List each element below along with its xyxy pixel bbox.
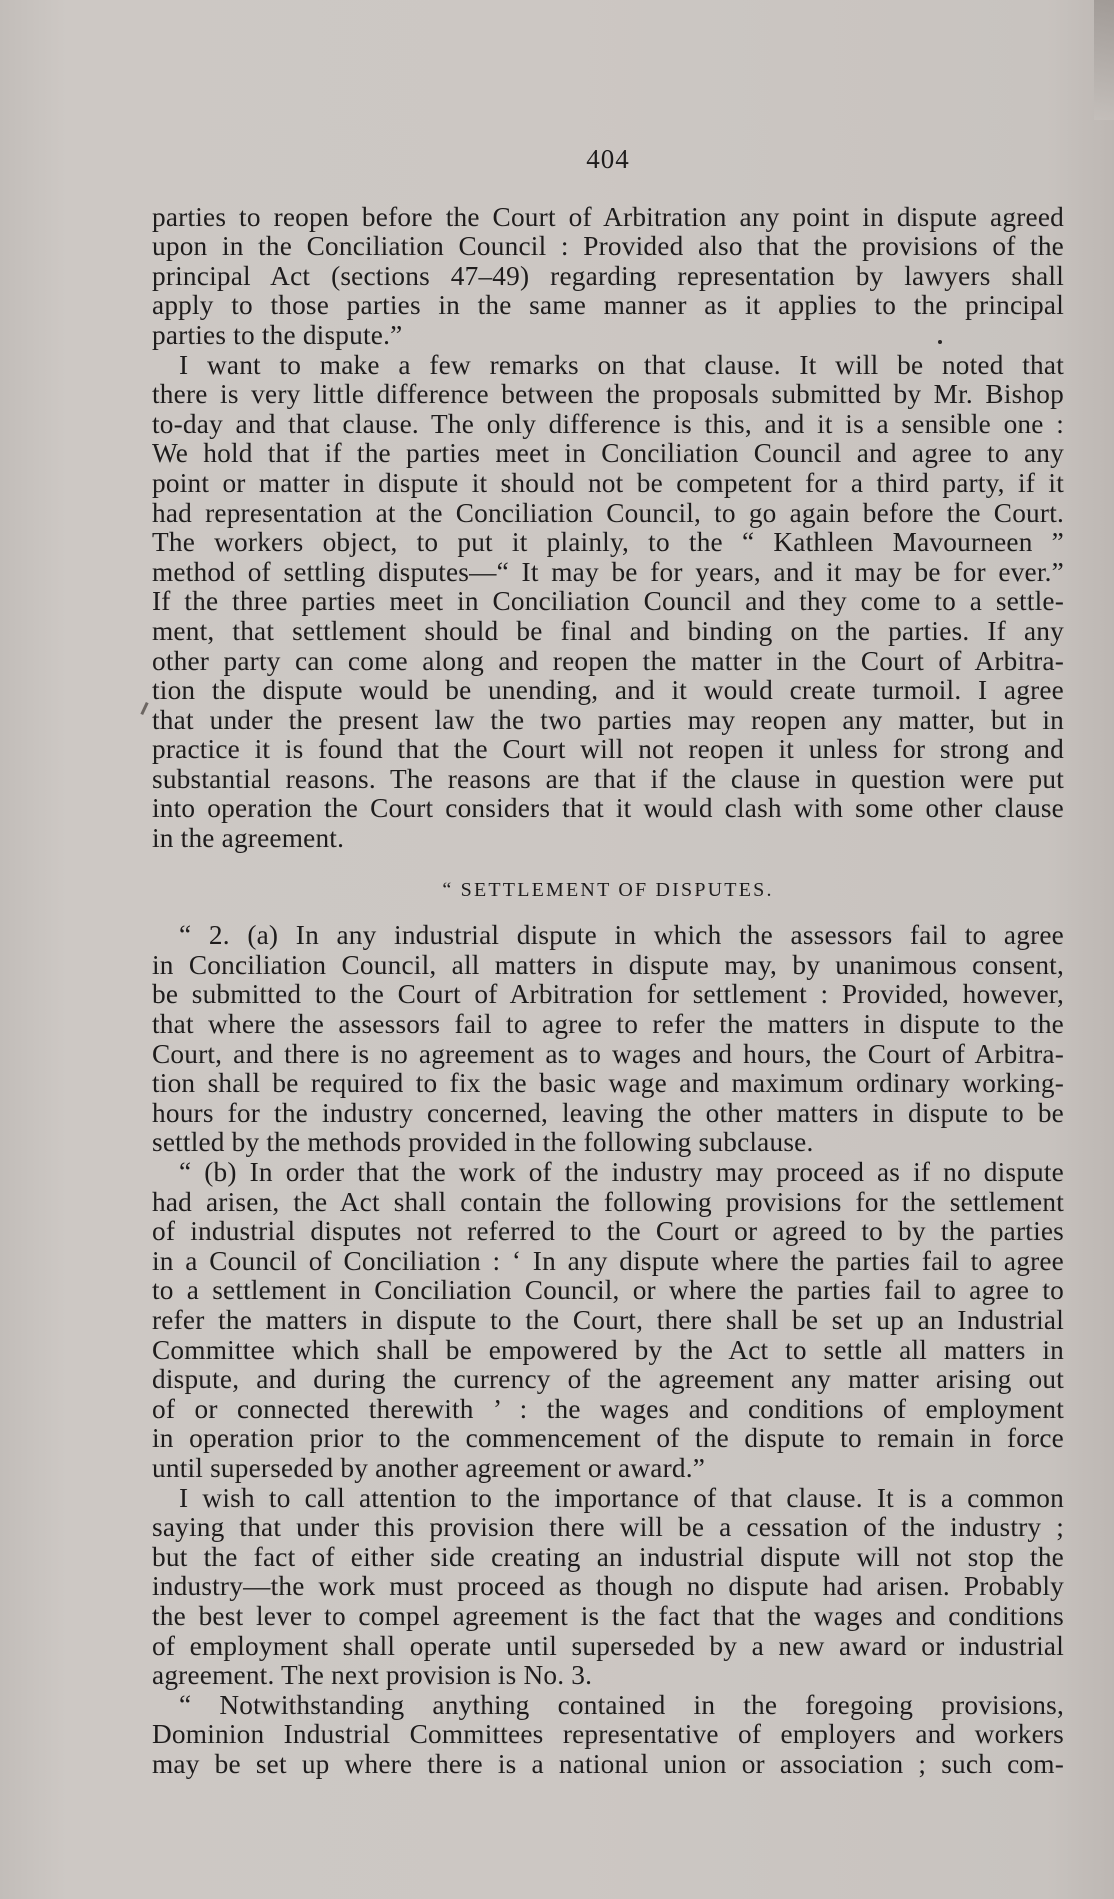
text-line: saying that under this provision there will be a cessation of the industry ; xyxy=(152,1512,1064,1543)
text-line: in operation prior to the commencement of the dispute to remain in force xyxy=(152,1423,1064,1454)
text-line: substantial reasons. The reasons are that if the clause in question were put xyxy=(152,763,1064,794)
text-line: the best lever to compel agreement is the fact that the wages and conditions xyxy=(152,1600,1064,1631)
text-line: settled by the methods provided in the following subclause. xyxy=(152,1127,814,1158)
text-block-after-heading xyxy=(152,921,1064,1779)
text-line: other party can come along and reopen the matter in the Court of Arbitra- xyxy=(152,645,1064,676)
text-line: of employment shall operate until superseded by a new award or industrial xyxy=(152,1630,1064,1661)
text-line: practice it is found that the Court will not reopen it unless for strong and xyxy=(152,734,1064,765)
text-line: in the agreement. xyxy=(152,823,345,854)
text-line: to a settlement in Conciliation Council, or where the parties fail to agree to xyxy=(152,1275,1064,1306)
text-line: there is very little difference between the proposals submitted by Mr. Bishop xyxy=(152,379,1064,410)
text-line: “ 2. (a) In any industrial dispute in which the assessors fail to agree xyxy=(179,920,1064,951)
text-line: parties to the dispute.” xyxy=(152,319,403,350)
text-line: ment, that settlement should be final and binding on the parties. If any xyxy=(152,615,1064,646)
text-line: but the fact of either side creating an industrial dispute will not stop the xyxy=(152,1541,1064,1572)
text-line: If the three parties meet in Conciliation Council and they come to a settle- xyxy=(152,586,1064,617)
text-line: principal Act (sections 47–49) regarding representation by lawyers shall xyxy=(152,260,1064,291)
text-line: dispute, and during the currency of the agreement any matter arising out xyxy=(152,1364,1064,1395)
text-line: until superseded by another agreement or award.” xyxy=(152,1452,706,1483)
text-line: of industrial disputes not referred to the Court or agreed to by the parties xyxy=(152,1216,1064,1247)
text-line: tion the dispute would be unending, and it would create turmoil. I agree xyxy=(152,675,1064,706)
page-text-block xyxy=(152,145,1064,1779)
text-line: agreement. The next provision is No. 3. xyxy=(152,1660,593,1691)
text-line: I want to make a few remarks on that clause. It will be noted that xyxy=(179,349,1064,380)
text-line: refer the matters in dispute to the Court, there shall be set up an Industrial xyxy=(152,1304,1064,1335)
text-line: hours for the industry concerned, leaving the other matters in dispute to be xyxy=(152,1097,1064,1128)
text-line: be submitted to the Court of Arbitration for settlement : Provided, however, xyxy=(152,979,1064,1010)
section-heading: “ SETTLEMENT OF DISPUTES. xyxy=(442,878,774,901)
text-line: Committee which shall be empowered by the Act to settle all matters in xyxy=(152,1334,1064,1365)
text-line: method of settling disputes—“ It may be for years, and it may be for ever.” xyxy=(152,556,1064,587)
text-line: Dominion Industrial Committees representative of employers and workers xyxy=(152,1719,1064,1750)
text-line: upon in the Conciliation Council : Provided also that the provisions of the xyxy=(152,231,1064,262)
text-line: may be set up where there is a national union or association ; such com- xyxy=(152,1748,1064,1779)
text-line: We hold that if the parties meet in Conciliation Council and agree to any xyxy=(152,438,1064,469)
margin-mark xyxy=(140,702,148,715)
page-edge-shadow xyxy=(1094,0,1114,120)
text-line: in a Council of Conciliation : ‘ In any dispute where the parties fail to agree xyxy=(152,1245,1064,1276)
text-line: to-day and that clause. The only difference is this, and it is a sensible one : xyxy=(152,408,1064,439)
text-line: “ (b) In order that the work of the industry may proceed as if no dispute xyxy=(179,1157,1064,1187)
text-line: I wish to call attention to the importance of that clause. It is a common xyxy=(179,1482,1064,1513)
text-line: parties to reopen before the Court of Arbitration any point in dispute agreed xyxy=(152,201,1064,232)
text-line: that where the assessors fail to agree to refer the matters in dispute to the xyxy=(152,1009,1064,1040)
text-line: apply to those parties in the same manner as it applies to the principal xyxy=(152,290,1064,321)
text-line: tion shall be required to fix the basic wage and maximum ordinary working- xyxy=(152,1068,1064,1099)
text-line: “ Notwithstanding anything contained in the foregoing provisions, xyxy=(179,1689,1064,1720)
text-line: point or matter in dispute it should not be competent for a third party, if it xyxy=(152,467,1064,498)
text-line: had arisen, the Act shall contain the following provisions for the settlement xyxy=(152,1186,1064,1217)
text-line: Court, and there is no agreement as to wages and hours, the Court of Arbitra- xyxy=(152,1038,1064,1069)
text-line: of or connected therewith ’ : the wages and conditions of employment xyxy=(152,1393,1064,1424)
text-block-before-heading xyxy=(152,203,1064,854)
text-line: into operation the Court considers that it would clash with some other clause xyxy=(152,793,1064,824)
text-line: in Conciliation Council, all matters in dispute may, by unanimous consent, xyxy=(152,949,1064,980)
page-number: 404 xyxy=(586,144,630,174)
text-line: The workers object, to put it plainly, to the “ Kathleen Mavourneen ” xyxy=(152,527,1064,558)
text-line: had representation at the Conciliation Council, to go again before the Court. xyxy=(152,497,1064,528)
text-line: that under the present law the two parties may reopen any matter, but in xyxy=(152,704,1064,735)
text-line: industry—the work must proceed as though no dispute had arisen. Probably xyxy=(152,1571,1064,1602)
